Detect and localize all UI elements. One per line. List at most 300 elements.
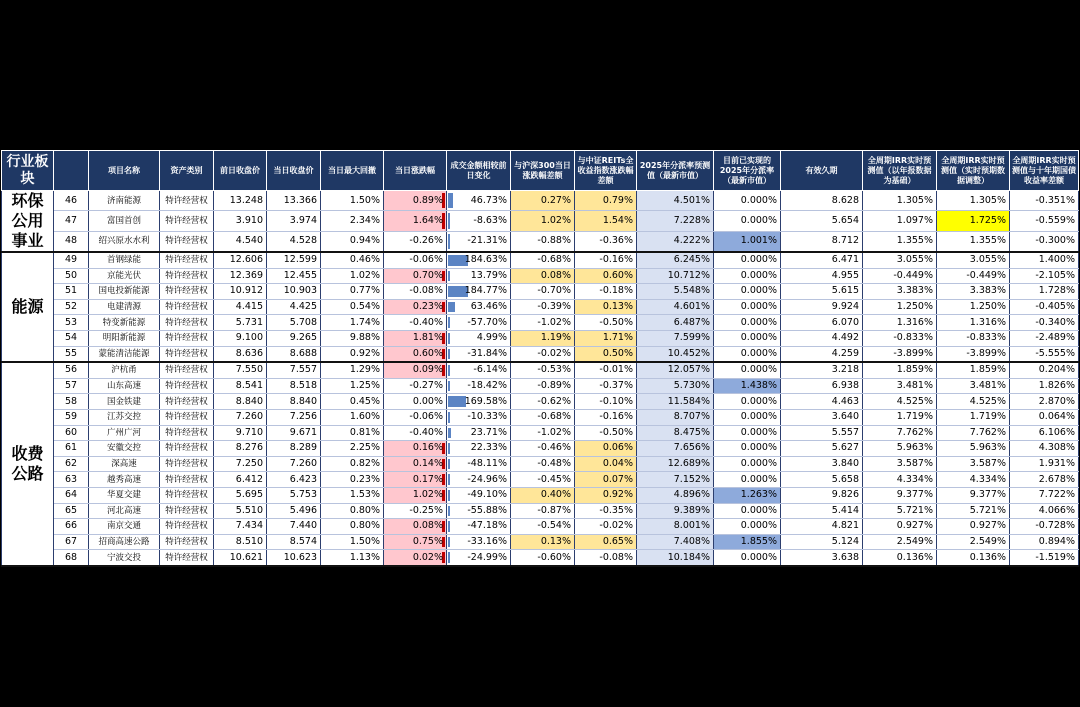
- daily-change: -0.40%: [384, 315, 447, 331]
- realized-distribution: 0.000%: [714, 394, 781, 410]
- column-header: 行业板块: [2, 151, 54, 191]
- project-name: 南京交通: [89, 519, 160, 535]
- daily-change: -0.06%: [384, 409, 447, 425]
- row-number: 50: [54, 268, 89, 284]
- close-price: 6.423: [267, 472, 321, 488]
- project-name: 安徽交控: [89, 441, 160, 457]
- effective-duration: 4.463: [781, 394, 863, 410]
- project-name: 国金铁建: [89, 394, 160, 410]
- project-name: 广州广河: [89, 425, 160, 441]
- irr-spread: -5.555%: [1010, 346, 1079, 362]
- effective-duration: 4.492: [781, 330, 863, 346]
- vs-csi300: -1.02%: [511, 315, 575, 331]
- max-drawdown: 1.02%: [321, 268, 384, 284]
- distribution-forecast: 7.408%: [637, 534, 714, 550]
- effective-duration: 3.218: [781, 362, 863, 378]
- irr-spread: -0.351%: [1010, 191, 1079, 211]
- volume-change: -33.16%: [447, 534, 511, 550]
- irr-annual: 3.055%: [863, 252, 937, 268]
- irr-adjusted: 4.334%: [937, 472, 1010, 488]
- row-number: 63: [54, 472, 89, 488]
- vs-reits-index: -0.18%: [575, 284, 637, 300]
- distribution-forecast: 11.584%: [637, 394, 714, 410]
- vs-reits-index: 0.92%: [575, 487, 637, 503]
- asset-type: 特许经营权: [160, 268, 214, 284]
- realized-distribution: 0.000%: [714, 315, 781, 331]
- max-drawdown: 1.50%: [321, 191, 384, 211]
- realized-distribution: 0.000%: [714, 211, 781, 231]
- table-row: [2, 268, 1079, 284]
- daily-change: 0.23%: [384, 299, 447, 315]
- volume-bar: [448, 396, 466, 407]
- vs-reits-index: -0.35%: [575, 503, 637, 519]
- irr-annual: 4.525%: [863, 394, 937, 410]
- row-number: 62: [54, 456, 89, 472]
- max-drawdown: 1.13%: [321, 550, 384, 566]
- vs-csi300: -0.39%: [511, 299, 575, 315]
- distribution-forecast: 5.548%: [637, 284, 714, 300]
- irr-spread: -0.728%: [1010, 519, 1079, 535]
- table-row: [2, 503, 1079, 519]
- project-name: 江苏交控: [89, 409, 160, 425]
- daily-change: 0.16%: [384, 441, 447, 457]
- table-row: [2, 487, 1079, 503]
- realized-distribution: 0.000%: [714, 503, 781, 519]
- project-name: 河北高速: [89, 503, 160, 519]
- prev-close: 7.260: [214, 409, 267, 425]
- column-header: 全周期IRR实时预测值与十年期国债收益率差额: [1010, 151, 1079, 191]
- row-number: 59: [54, 409, 89, 425]
- vs-reits-index: -0.37%: [575, 378, 637, 394]
- close-price: 5.496: [267, 503, 321, 519]
- vs-reits-index: 1.54%: [575, 211, 637, 231]
- irr-adjusted: -0.449%: [937, 268, 1010, 284]
- row-number: 55: [54, 346, 89, 362]
- prev-close: 4.415: [214, 299, 267, 315]
- close-price: 10.903: [267, 284, 321, 300]
- distribution-forecast: 6.487%: [637, 315, 714, 331]
- vs-csi300: -0.02%: [511, 346, 575, 362]
- vs-csi300: 0.13%: [511, 534, 575, 550]
- distribution-forecast: 12.057%: [637, 362, 714, 378]
- realized-distribution: 0.000%: [714, 362, 781, 378]
- effective-duration: 6.938: [781, 378, 863, 394]
- irr-annual: -0.833%: [863, 330, 937, 346]
- vs-csi300: -0.68%: [511, 409, 575, 425]
- irr-spread: 1.728%: [1010, 284, 1079, 300]
- asset-type: 特许经营权: [160, 252, 214, 268]
- table-row: [2, 409, 1079, 425]
- volume-change: -24.99%: [447, 550, 511, 566]
- volume-bar: [448, 474, 450, 485]
- realized-distribution: 0.000%: [714, 284, 781, 300]
- close-price: 4.425: [267, 299, 321, 315]
- project-name: 招商高速公路: [89, 534, 160, 550]
- prev-close: 7.550: [214, 362, 267, 378]
- realized-distribution: 0.000%: [714, 425, 781, 441]
- project-name: 电建清源: [89, 299, 160, 315]
- project-name: 京能光伏: [89, 268, 160, 284]
- max-drawdown: 2.25%: [321, 441, 384, 457]
- close-price: 4.528: [267, 231, 321, 252]
- vs-reits-index: 0.79%: [575, 191, 637, 211]
- column-header: 2025年分派率预测值（最新市值）: [637, 151, 714, 191]
- irr-spread: -2.489%: [1010, 330, 1079, 346]
- close-price: 8.840: [267, 394, 321, 410]
- close-price: 3.974: [267, 211, 321, 231]
- prev-close: 7.250: [214, 456, 267, 472]
- volume-bar: [448, 506, 450, 517]
- irr-adjusted: -3.899%: [937, 346, 1010, 362]
- project-name: 沪杭甬: [89, 362, 160, 378]
- irr-spread: 0.894%: [1010, 534, 1079, 550]
- prev-close: 12.606: [214, 252, 267, 268]
- realized-distribution: 0.000%: [714, 191, 781, 211]
- effective-duration: 5.627: [781, 441, 863, 457]
- daily-change: 0.00%: [384, 394, 447, 410]
- asset-type: 特许经营权: [160, 394, 214, 410]
- vs-reits-index: 0.13%: [575, 299, 637, 315]
- irr-spread: 1.931%: [1010, 456, 1079, 472]
- close-price: 7.440: [267, 519, 321, 535]
- max-drawdown: 1.25%: [321, 378, 384, 394]
- vs-csi300: -0.70%: [511, 284, 575, 300]
- vs-reits-index: -0.08%: [575, 550, 637, 566]
- daily-change: 1.64%: [384, 211, 447, 231]
- volume-bar: [448, 428, 451, 439]
- row-number: 60: [54, 425, 89, 441]
- column-header: 成交金额相较前日变化: [447, 151, 511, 191]
- project-name: 山东高速: [89, 378, 160, 394]
- volume-bar: [448, 193, 453, 208]
- project-name: 越秀高速: [89, 472, 160, 488]
- table-row: [2, 394, 1079, 410]
- irr-annual: 1.719%: [863, 409, 937, 425]
- asset-type: 特许经营权: [160, 299, 214, 315]
- asset-type: 特许经营权: [160, 519, 214, 535]
- close-price: 5.753: [267, 487, 321, 503]
- volume-change: 46.73%: [447, 191, 511, 211]
- volume-change: -21.31%: [447, 231, 511, 252]
- irr-spread: 1.400%: [1010, 252, 1079, 268]
- max-drawdown: 1.50%: [321, 534, 384, 550]
- effective-duration: 6.070: [781, 315, 863, 331]
- row-number: 64: [54, 487, 89, 503]
- row-number: 51: [54, 284, 89, 300]
- header-row: [2, 151, 1079, 191]
- daily-change: 0.09%: [384, 362, 447, 378]
- irr-annual: 1.859%: [863, 362, 937, 378]
- table-row: [2, 299, 1079, 315]
- irr-annual: 9.377%: [863, 487, 937, 503]
- row-number: 65: [54, 503, 89, 519]
- irr-adjusted: 3.383%: [937, 284, 1010, 300]
- max-drawdown: 0.92%: [321, 346, 384, 362]
- max-drawdown: 9.88%: [321, 330, 384, 346]
- reits-table: [1, 150, 1079, 567]
- row-number: 53: [54, 315, 89, 331]
- effective-duration: 9.826: [781, 487, 863, 503]
- volume-bar: [448, 490, 450, 501]
- realized-distribution: 0.000%: [714, 550, 781, 566]
- irr-adjusted: 5.963%: [937, 441, 1010, 457]
- max-drawdown: 1.53%: [321, 487, 384, 503]
- vs-reits-index: -0.01%: [575, 362, 637, 378]
- volume-bar: [448, 412, 450, 423]
- distribution-forecast: 10.452%: [637, 346, 714, 362]
- volume-bar: [448, 317, 450, 328]
- table-body: [2, 191, 1079, 566]
- irr-annual: 7.762%: [863, 425, 937, 441]
- daily-change: -0.25%: [384, 503, 447, 519]
- max-drawdown: 0.54%: [321, 299, 384, 315]
- close-price: 5.708: [267, 315, 321, 331]
- asset-type: 特许经营权: [160, 315, 214, 331]
- distribution-forecast: 4.601%: [637, 299, 714, 315]
- irr-adjusted: 1.305%: [937, 191, 1010, 211]
- project-name: 明阳新能源: [89, 330, 160, 346]
- daily-change: 0.75%: [384, 534, 447, 550]
- effective-duration: 4.821: [781, 519, 863, 535]
- max-drawdown: 0.81%: [321, 425, 384, 441]
- volume-change: 184.77%: [447, 284, 511, 300]
- vs-csi300: -0.54%: [511, 519, 575, 535]
- realized-distribution: 0.000%: [714, 441, 781, 457]
- effective-duration: 5.124: [781, 534, 863, 550]
- effective-duration: 5.615: [781, 284, 863, 300]
- irr-adjusted: 3.481%: [937, 378, 1010, 394]
- irr-adjusted: -0.833%: [937, 330, 1010, 346]
- effective-duration: 5.414: [781, 503, 863, 519]
- irr-annual: -3.899%: [863, 346, 937, 362]
- vs-csi300: -0.89%: [511, 378, 575, 394]
- volume-change: -24.96%: [447, 472, 511, 488]
- irr-adjusted: 2.549%: [937, 534, 1010, 550]
- realized-distribution: 0.000%: [714, 252, 781, 268]
- asset-type: 特许经营权: [160, 550, 214, 566]
- realized-distribution: 0.000%: [714, 456, 781, 472]
- effective-duration: 6.471: [781, 252, 863, 268]
- project-name: 绍兴原水水利: [89, 231, 160, 252]
- distribution-forecast: 7.152%: [637, 472, 714, 488]
- realized-distribution: 0.000%: [714, 330, 781, 346]
- vs-csi300: -0.45%: [511, 472, 575, 488]
- row-number: 67: [54, 534, 89, 550]
- vs-csi300: -0.48%: [511, 456, 575, 472]
- vs-reits-index: 0.65%: [575, 534, 637, 550]
- vs-reits-index: 0.06%: [575, 441, 637, 457]
- daily-change: 0.02%: [384, 550, 447, 566]
- asset-type: 特许经营权: [160, 441, 214, 457]
- prev-close: 10.912: [214, 284, 267, 300]
- vs-csi300: -0.87%: [511, 503, 575, 519]
- prev-close: 5.510: [214, 503, 267, 519]
- irr-adjusted: 9.377%: [937, 487, 1010, 503]
- realized-distribution: 0.000%: [714, 519, 781, 535]
- table-row: [2, 441, 1079, 457]
- daily-change: -0.08%: [384, 284, 447, 300]
- max-drawdown: 1.29%: [321, 362, 384, 378]
- irr-spread: 2.870%: [1010, 394, 1079, 410]
- max-drawdown: 0.45%: [321, 394, 384, 410]
- irr-adjusted: 3.055%: [937, 252, 1010, 268]
- vs-reits-index: 0.07%: [575, 472, 637, 488]
- vs-csi300: 0.40%: [511, 487, 575, 503]
- daily-change: -0.06%: [384, 252, 447, 268]
- volume-change: 169.58%: [447, 394, 511, 410]
- vs-reits-index: 1.71%: [575, 330, 637, 346]
- vs-reits-index: -0.50%: [575, 315, 637, 331]
- row-number: 46: [54, 191, 89, 211]
- effective-duration: 5.557: [781, 425, 863, 441]
- volume-change: -49.10%: [447, 487, 511, 503]
- distribution-forecast: 9.389%: [637, 503, 714, 519]
- vs-reits-index: -0.16%: [575, 409, 637, 425]
- irr-annual: -0.449%: [863, 268, 937, 284]
- table-row: [2, 315, 1079, 331]
- project-name: 宁波交投: [89, 550, 160, 566]
- volume-bar: [448, 302, 455, 313]
- row-number: 52: [54, 299, 89, 315]
- daily-change: 0.14%: [384, 456, 447, 472]
- column-header: 全周期IRR实时预测值（以年报数据为基础）: [863, 151, 937, 191]
- sector-label: 收费公路: [2, 362, 54, 566]
- vs-reits-index: -0.50%: [575, 425, 637, 441]
- asset-type: 特许经营权: [160, 330, 214, 346]
- prev-close: 5.695: [214, 487, 267, 503]
- irr-adjusted: 0.927%: [937, 519, 1010, 535]
- project-name: 首钢绿能: [89, 252, 160, 268]
- asset-type: 特许经营权: [160, 284, 214, 300]
- irr-spread: -0.405%: [1010, 299, 1079, 315]
- effective-duration: 5.654: [781, 211, 863, 231]
- volume-change: 63.46%: [447, 299, 511, 315]
- vs-csi300: -0.88%: [511, 231, 575, 252]
- distribution-forecast: 8.001%: [637, 519, 714, 535]
- close-price: 7.260: [267, 456, 321, 472]
- irr-annual: 2.549%: [863, 534, 937, 550]
- max-drawdown: 0.80%: [321, 519, 384, 535]
- irr-adjusted: 1.725%: [937, 211, 1010, 231]
- row-number: 47: [54, 211, 89, 231]
- prev-close: 8.276: [214, 441, 267, 457]
- project-name: 蒙能清洁能源: [89, 346, 160, 362]
- realized-distribution: 0.000%: [714, 299, 781, 315]
- daily-change: -0.26%: [384, 231, 447, 252]
- irr-annual: 1.250%: [863, 299, 937, 315]
- irr-adjusted: 4.525%: [937, 394, 1010, 410]
- irr-annual: 0.927%: [863, 519, 937, 535]
- realized-distribution: 0.000%: [714, 346, 781, 362]
- prev-close: 13.248: [214, 191, 267, 211]
- distribution-forecast: 6.245%: [637, 252, 714, 268]
- prev-close: 4.540: [214, 231, 267, 252]
- volume-change: 13.79%: [447, 268, 511, 284]
- max-drawdown: 0.80%: [321, 503, 384, 519]
- close-price: 12.455: [267, 268, 321, 284]
- row-number: 56: [54, 362, 89, 378]
- column-header: 与沪深300当日涨跌幅差额: [511, 151, 575, 191]
- volume-bar: [448, 459, 450, 470]
- volume-change: -18.42%: [447, 378, 511, 394]
- irr-spread: -0.559%: [1010, 211, 1079, 231]
- vs-reits-index: -0.10%: [575, 394, 637, 410]
- irr-annual: 5.721%: [863, 503, 937, 519]
- max-drawdown: 1.60%: [321, 409, 384, 425]
- volume-bar: [448, 552, 450, 563]
- vs-csi300: -0.62%: [511, 394, 575, 410]
- prev-close: 3.910: [214, 211, 267, 231]
- realized-distribution: 0.000%: [714, 268, 781, 284]
- distribution-forecast: 12.689%: [637, 456, 714, 472]
- distribution-forecast: 8.707%: [637, 409, 714, 425]
- sector-label: 环保公用事业: [2, 191, 54, 253]
- row-number: 66: [54, 519, 89, 535]
- irr-annual: 3.383%: [863, 284, 937, 300]
- table-row: [2, 456, 1079, 472]
- table-row: [2, 284, 1079, 300]
- table-row: [2, 231, 1079, 252]
- distribution-forecast: 7.599%: [637, 330, 714, 346]
- table-row: [2, 191, 1079, 211]
- vs-csi300: -0.60%: [511, 550, 575, 566]
- effective-duration: 3.638: [781, 550, 863, 566]
- irr-adjusted: 1.316%: [937, 315, 1010, 331]
- project-name: 特变新能源: [89, 315, 160, 331]
- reits-spreadsheet: [1, 150, 1078, 567]
- volume-bar: [448, 333, 450, 344]
- volume-change: -6.14%: [447, 362, 511, 378]
- prev-close: 9.710: [214, 425, 267, 441]
- table-row: [2, 519, 1079, 535]
- effective-duration: 5.658: [781, 472, 863, 488]
- prev-close: 8.636: [214, 346, 267, 362]
- table-row: [2, 252, 1079, 268]
- volume-change: -57.70%: [447, 315, 511, 331]
- column-header: 当日最大回撤: [321, 151, 384, 191]
- volume-change: -47.18%: [447, 519, 511, 535]
- table-row: [2, 534, 1079, 550]
- vs-reits-index: 0.04%: [575, 456, 637, 472]
- project-name: 深高速: [89, 456, 160, 472]
- volume-change: 22.33%: [447, 441, 511, 457]
- asset-type: 特许经营权: [160, 211, 214, 231]
- column-header: 前日收盘价: [214, 151, 267, 191]
- project-name: 富国首创: [89, 211, 160, 231]
- vs-csi300: -0.53%: [511, 362, 575, 378]
- table-row: [2, 378, 1079, 394]
- row-number: 61: [54, 441, 89, 457]
- realized-distribution: 1.263%: [714, 487, 781, 503]
- column-header: 目前已实现的2025年分派率（最新市值）: [714, 151, 781, 191]
- max-drawdown: 0.46%: [321, 252, 384, 268]
- distribution-forecast: 4.222%: [637, 231, 714, 252]
- irr-annual: 1.355%: [863, 231, 937, 252]
- realized-distribution: 1.438%: [714, 378, 781, 394]
- daily-change: -0.40%: [384, 425, 447, 441]
- distribution-forecast: 8.475%: [637, 425, 714, 441]
- realized-distribution: 1.855%: [714, 534, 781, 550]
- close-price: 13.366: [267, 191, 321, 211]
- close-price: 12.599: [267, 252, 321, 268]
- row-number: 68: [54, 550, 89, 566]
- prev-close: 8.541: [214, 378, 267, 394]
- sector-label: 能源: [2, 252, 54, 362]
- asset-type: 特许经营权: [160, 346, 214, 362]
- vs-reits-index: 0.50%: [575, 346, 637, 362]
- asset-type: 特许经营权: [160, 534, 214, 550]
- volume-change: -48.11%: [447, 456, 511, 472]
